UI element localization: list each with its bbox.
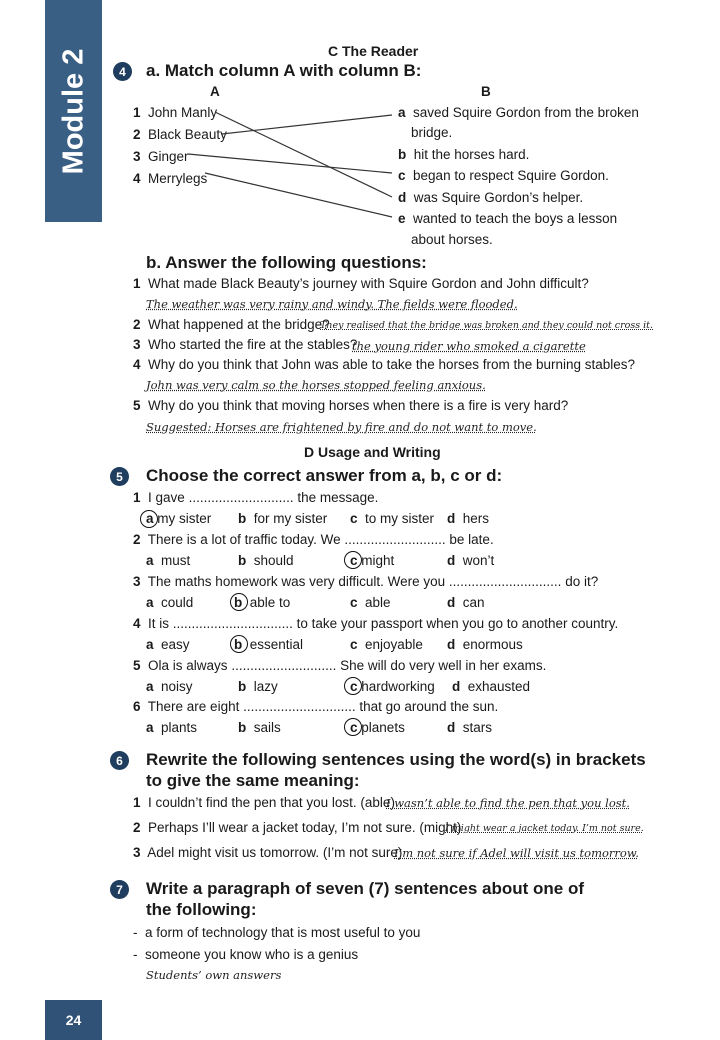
col-b-item: e wanted to teach the boys a lesson	[398, 211, 618, 226]
mcq-option: c to my sister	[350, 511, 435, 526]
mcq-option: d stars	[447, 720, 493, 735]
rewrite-item: 1 I couldn’t find the pen that you lost. (able)	[133, 795, 395, 810]
handwritten-answer: I might wear a jacket today. I’m not sure.	[445, 823, 644, 834]
handwritten-answer: I wasn’t able to find the pen that you lost.	[386, 796, 630, 810]
answer-circle	[230, 635, 248, 653]
mcq-option: a my sister	[146, 511, 212, 526]
exercise-4a-title: a. Match column A with column B:	[146, 61, 422, 80]
handwritten-answer: I’m not sure if Adel will visit us tomorrow.	[394, 846, 639, 860]
question: 1 What made Black Beauty’s journey with Squire Gordon and John difficult?	[133, 276, 589, 291]
column-b-header: B	[481, 84, 491, 99]
section-c-title: C The Reader	[328, 43, 419, 59]
col-b-item: c began to respect Squire Gordon.	[398, 168, 609, 183]
mcq-option: c hardworking	[350, 679, 435, 694]
mcq-option: c able	[350, 595, 391, 610]
question: 4 Why do you think that John was able to take the horses from the burning stables?	[133, 357, 636, 372]
exercise-6-number: 6	[110, 751, 129, 770]
mcq-stem: 6 There are eight .............................. that go around the sun.	[133, 699, 499, 714]
mcq-option: c might	[350, 553, 395, 568]
match-line	[188, 154, 392, 173]
exercise-7-title: Write a paragraph of seven (7) sentences about one of	[146, 879, 585, 898]
mcq-option: b essential	[234, 637, 304, 652]
mcq-option: d can	[447, 595, 485, 610]
col-b-item: b hit the horses hard.	[398, 147, 530, 162]
exercise-5-title: Choose the correct answer from a, b, c or d:	[146, 466, 503, 485]
handwritten-answer: The weather was very rainy and windy. The fields were flooded.	[146, 297, 518, 311]
mcq-option: a could	[146, 595, 194, 610]
exercise-7-number: 7	[110, 880, 129, 899]
section-d-title: D Usage and Writing	[304, 444, 441, 460]
handwritten-answer: John was very calm so the horses stopped feeling anxious.	[146, 378, 486, 392]
exercise-6-title: Rewrite the following sentences using the word(s) in brackets	[146, 750, 646, 769]
rewrite-item: 3 Adel might visit us tomorrow. (I’m not sure)	[133, 845, 403, 860]
mcq-option: a easy	[146, 637, 190, 652]
question: 5 Why do you think that moving horses when there is a fire is very hard?	[133, 398, 569, 413]
mcq-option: b able to	[234, 595, 291, 610]
mcq-option: b should	[238, 553, 294, 568]
exercise-6-title-cont: to give the same meaning:	[146, 771, 360, 790]
col-a-item: 4 Merrylegs	[133, 171, 208, 186]
col-a-item: 1 John Manly	[133, 105, 218, 120]
answer-circle	[140, 510, 158, 528]
question: 3 Who started the fire at the stables?	[133, 337, 358, 352]
mcq-stem: 4 It is ................................ to take your passport when you go to another country.	[133, 616, 619, 631]
col-b-item-cont: about horses.	[411, 232, 493, 247]
handwritten-answer: Students’ own answers	[146, 968, 282, 982]
bullet-item: - someone you know who is a genius	[133, 947, 359, 962]
mcq-stem: 2 There is a lot of traffic today. We ........................... be late.	[133, 532, 494, 547]
mcq-option: d enormous	[447, 637, 523, 652]
col-b-item-cont: bridge.	[411, 125, 453, 140]
mcq-option: a noisy	[146, 679, 193, 694]
answer-circle	[344, 718, 362, 736]
mcq-stem: 5 Ola is always ............................ She will do very well in her exams.	[133, 658, 547, 673]
answer-circle	[344, 551, 362, 569]
rewrite-item: 2 Perhaps I’ll wear a jacket today, I’m not sure. (might)	[133, 820, 462, 835]
mcq-option: c planets	[350, 720, 405, 735]
exercise-4-number: 4	[113, 62, 132, 81]
exercise-5-number: 5	[110, 467, 129, 486]
match-line	[205, 173, 392, 217]
col-a-item: 2 Black Beauty	[133, 127, 227, 142]
mcq-option: d exhausted	[452, 679, 531, 694]
bullet-item: - a form of technology that is most useful to you	[133, 925, 421, 940]
handwritten-answer: the young rider who smoked a cigarette	[352, 339, 586, 353]
col-b-item: d was Squire Gordon’s helper.	[398, 190, 584, 205]
col-b-item: a saved Squire Gordon from the broken	[398, 105, 639, 120]
answer-circle	[230, 593, 248, 611]
col-a-item: 3 Ginger	[133, 149, 189, 164]
mcq-option: d won’t	[447, 553, 495, 568]
mcq-option: b lazy	[238, 679, 278, 694]
answer-circle	[344, 677, 362, 695]
mcq-option: a plants	[146, 720, 198, 735]
mcq-stem: 3 The maths homework was very difficult. Were you .............................. do it?	[133, 574, 599, 589]
question: 2 What happened at the bridge?	[133, 317, 330, 332]
mcq-option: b sails	[238, 720, 281, 735]
mcq-stem: 1 I gave ............................ the message.	[133, 490, 379, 505]
mcq-option: a must	[146, 553, 191, 568]
handwritten-answer: They realised that the bridge was broken and they could not cross it.	[320, 320, 654, 331]
exercise-4b-title: b. Answer the following questions:	[146, 253, 427, 272]
match-line	[222, 115, 392, 134]
handwritten-answer: Suggested: Horses are frightened by fire and do not want to move.	[146, 420, 537, 434]
mcq-option: b for my sister	[238, 511, 328, 526]
mcq-option: d hers	[447, 511, 490, 526]
mcq-option: c enjoyable	[350, 637, 423, 652]
module-tab-label: Module 2	[57, 48, 90, 174]
page-number: 24	[45, 1000, 102, 1040]
exercise-7-title-cont: the following:	[146, 900, 257, 919]
column-a-header: A	[210, 84, 220, 99]
